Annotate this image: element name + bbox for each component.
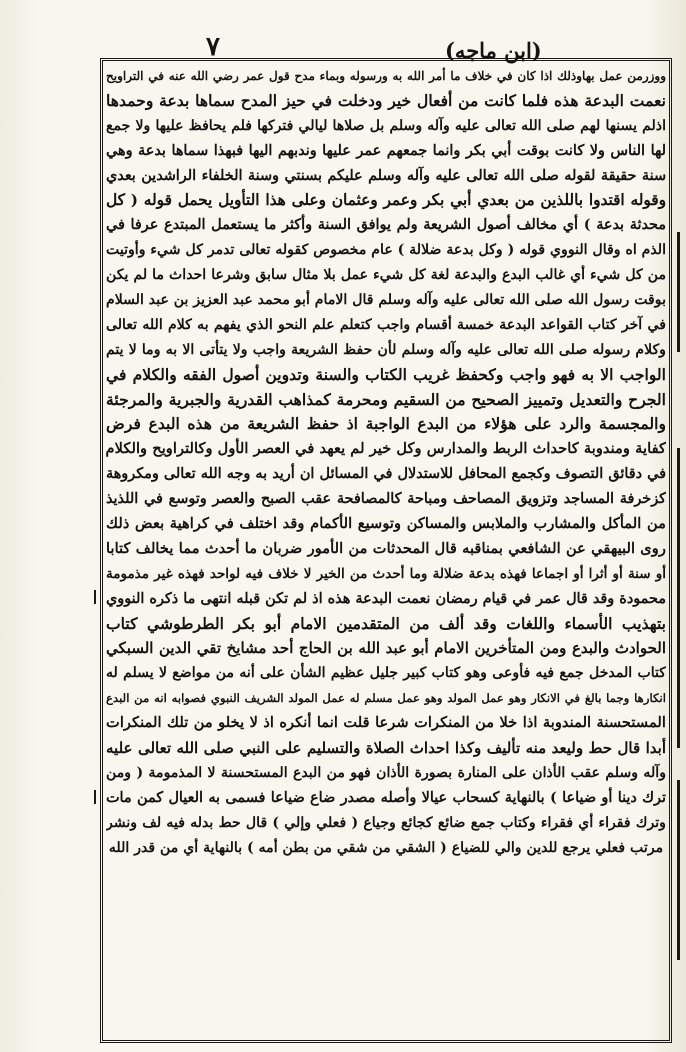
running-head: (ابن ماجه) [445,38,542,63]
text-line: الواجب الا به فهو واجب وكحفظ غريب الكتاب والسنة وتدوين أصول الفقه والكلام في [106,364,666,384]
text-line: كزخرفة المساجد وتزويق المصاحف ومباحة كالمصافحة عقب الصبح والعصر وتوسع في اللذيذ [106,490,666,508]
text-line: اذلم يسنها لهم صلى الله تعالى عليه وآله وسلم بل صلاها ليالي فتركها فلم يحافظ عليها ولا جمع [106,117,666,134]
text-line: في آخر كتاب القواعد البدعة خمسة أقسام واجب كتعلم علم النحو الذي يفهم به كلام الله تعالى [106,316,666,333]
text-line: والمجسمة والرد على هؤلاء من البدع الواجبة اذ حفظ الشريعة من هذه البدع فرض [106,414,666,434]
text-line: وترك فقراء أي فقراء وكتاب جمع ضائع كجائع وجياع ( فعلي وإلي ) قال حط بدله فيه لف ونشر [106,814,666,831]
text-line: من المأكل والمشارب والملابس والمساكن وتوسيع الأكمام وقد اختلف في كراهية بعض ذلك [106,515,666,533]
margin-bar [677,448,680,748]
text-line: وقوله اقتدوا باللذين من بعدي أبي بكر وعمر وعثمان وعلى هذا التأويل يحمل قوله ( كل [106,191,666,210]
text-line: ترك دينا أو ضياعا ) بالنهاية كسحاب عيالا وأصله مصدر ضاع ضياعا فسمى به العيال كمن مات [106,788,666,806]
text-line: المستحسنة المندوبة اذا خلا من المنكرات شرعا قلت انما أنكره اذ لا يخلو من تلك المنكرات [106,714,666,732]
text-line: أو سنة أو أثرا أو اجماعا فهذه بدعة ضلالة وما أحدث من الخير لا خلاف فيه لواحد فهذه غير مذمومة [106,565,666,582]
text-line: لها الناس ولا كانت بوقت أبي بكر وانما جمعهم عمر عليها وندبهم اليها فبهذا سماها بدعة وهي [106,141,666,159]
margin-tick [94,590,96,604]
body-text [106,64,666,1036]
page-header [100,22,680,63]
text-line: انكارها وجما بالغ في الانكار وهو عمل المولد وهو عمل مسلم له عمل المولد الشريف النبوي فصوابه انه من البدع [106,691,666,706]
text-line: الجرح والتعديل وتمييز الصحيح من السقيم ومحرمة كمذاهب القدرية والجبرية والمرجئة [106,389,666,409]
text-line: ووزرمن عمل بهاوذلك اذا كان في خلاف ما أمر الله به ورسوله وبماء مدح قول عمر رضي الله عنه في التراويح [106,69,666,83]
text-line: الحوادث والبدع ومن المتأخرين الامام أبو عبد الله بن الحاج أحد مشايخ تقي الدين السبكي [106,639,666,658]
text-line: روى البيهقي عن الشافعي بمناقبه قال المحدثات من الأمور ضربان ما أحدث مما يخالف كتابا [106,539,666,557]
text-line: سنة حقيقة لقوله صلى الله تعالى عليه وآله وسلم عليكم بسنتي وسنة الخلفاء الراشدين بعدي [106,166,666,184]
page-number: ٧ [206,32,220,62]
text-line: نعمت البدعة هذه فلما كانت من أفعال خير ودخلت في حيز المدح سماها بدعة وحمدها [106,90,666,110]
text-line: بتهذيب الأسماء واللغات وقد ألف من المتقدمين الامام أبو بكر الطرطوشي كتاب [106,613,666,633]
text-line: من كل شيء أي غالب البدع والبدعة لغة كل شيء عمل بلا مثال سابق وشرعا احداث ما لم يكن [106,267,666,284]
text-line: في دقائق التصوف وكجمع المحافل للاستدلال في المسائل ان أريد به وجه الله تعالى ومكروهة [106,465,666,483]
text-line: محدثة بدعة ) أي مخالف أصول الشريعة ولم يوافق السنة وأكثر ما يستعمل المبتدع عرفا في [106,216,666,234]
text-line: وكلام رسوله صلى الله تعالى عليه وآله وسلم لأن حفظ الشريعة واجب ولا يتأتى الا به وما لا يتم [106,341,666,358]
text-line: بوقت رسول الله صلى الله تعالى عليه وآله وسلم قال الامام أبو محمد عبد العزيز بن عبد السلام [106,292,666,309]
text-line: محمودة وقد قال عمر في قيام رمضان نعمت البدعة هذه اذ لم تكن قبله انتهى ما ذكره النووي [106,589,666,607]
text-line: كفاية ومندوبة كاحداث الربط والمدارس وكل خير لم يعهد في العصر الأول وكالتراويح والكلام [106,440,666,458]
margin-tick [94,790,96,804]
margin-bar [677,780,680,960]
text-line: كتاب المدخل جمع فيه فأوعى وهو كتاب كبير جليل عظيم الشأن على أنه من مواضع لا يسلم له [106,665,666,682]
text-line: الذم اه وقال النووي قوله ( وكل بدعة ضلالة ) عام مخصوص كقوله تعالى تدمر كل شيء وأوتيت [106,242,666,259]
text-line: وآله وسلم عقب الأذان على المنارة بصورة الأذان فهو من البدع المستحسنة لا المذمومة ( ومن [106,764,666,781]
margin-bar [677,232,680,352]
text-line: مرتب فعلي يرجع للدين والي للضياع ( الشقي من شقي من بطن أمه ) بالنهاية أي من قدر الله [108,839,664,856]
text-line: أبدا قال حط وليعد منه تأليف وكذا احداث الصلاة والتسليم على النبي صلى الله تعالى عليه [106,739,666,758]
